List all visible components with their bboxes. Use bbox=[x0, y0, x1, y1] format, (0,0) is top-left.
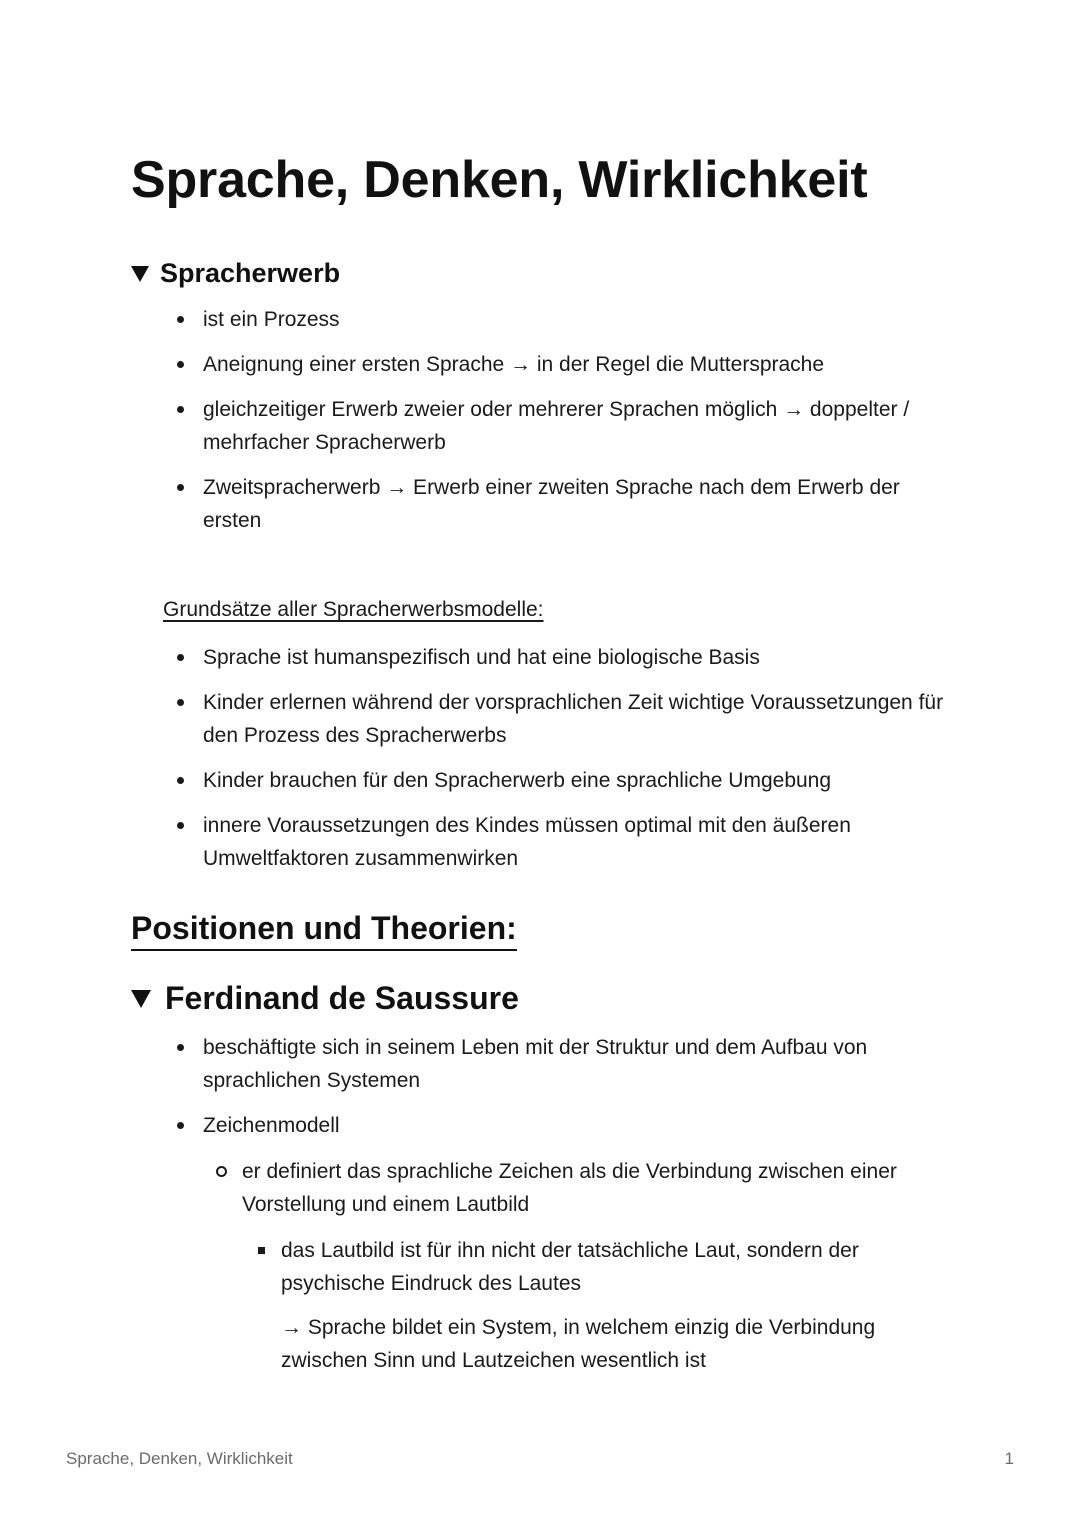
toggle-heading-label: Spracherwerb bbox=[160, 258, 341, 288]
grundsaetze-heading: Grundsätze aller Spracherwerbsmodelle: bbox=[163, 598, 544, 621]
list-item: Aneignung einer ersten Sprache → in der Regel die Muttersprache bbox=[131, 348, 961, 381]
list-item: ist ein Prozess bbox=[131, 303, 961, 336]
toggle-spracherwerb[interactable] bbox=[131, 258, 340, 289]
list-item: beschäftigte sich in seinem Leben mit der Struktur und dem Aufbau von sprachlichen Systemen bbox=[131, 1031, 961, 1097]
grundsaetze-list bbox=[131, 641, 961, 887]
footer-title: Sprache, Denken, Wirklichkeit bbox=[66, 1449, 293, 1468]
list-item: gleichzeitiger Erwerb zweier oder mehrerer Sprachen möglich → doppelter / mehrfacher Spracherwerb bbox=[131, 393, 961, 459]
triangle-down-icon[interactable] bbox=[131, 990, 151, 1008]
saussure-list bbox=[131, 1031, 961, 1154]
list-item: Kinder brauchen für den Spracherwerb eine sprachliche Umgebung bbox=[131, 764, 961, 797]
spracherwerb-list bbox=[131, 303, 961, 549]
list-item: Zweitspracherwerb → Erwerb einer zweiten Sprache nach dem Erwerb der ersten bbox=[131, 471, 961, 537]
list-item: Zeichenmodell bbox=[131, 1109, 961, 1142]
arrow-note: → Sprache bildet ein System, in welchem einzig die Verbindung zwischen Sinn und Lautzeichen wesentlich ist bbox=[281, 1316, 876, 1372]
list-item: Sprache ist humanspezifisch und hat eine biologische Basis bbox=[131, 641, 961, 674]
list-item: innere Voraussetzungen des Kindes müssen optimal mit den äußeren Umweltfaktoren zusammenwirken bbox=[131, 809, 961, 875]
toggle-heading-label: Ferdinand de Saussure bbox=[165, 980, 519, 1016]
positionen-heading: Positionen und Theorien: bbox=[131, 908, 517, 951]
page-title: Sprache, Denken, Wirklichkeit bbox=[131, 151, 868, 209]
toggle-saussure[interactable] bbox=[131, 980, 519, 1017]
list-item: Kinder erlernen während der vorsprachlichen Zeit wichtige Voraussetzungen für den Prozess des Spracherwerbs bbox=[131, 686, 961, 752]
page-number: 1 bbox=[1004, 1449, 1014, 1468]
triangle-down-icon[interactable] bbox=[131, 266, 149, 282]
nested-list-item: er definiert das sprachliche Zeichen als die Verbindung zwischen einer Vorstellung und einem Lautbild bbox=[213, 1155, 953, 1221]
nested-list-item-level-3: das Lautbild ist für ihn nicht der tatsächliche Laut, sondern der psychische Eindruck des Lautes bbox=[253, 1234, 953, 1300]
